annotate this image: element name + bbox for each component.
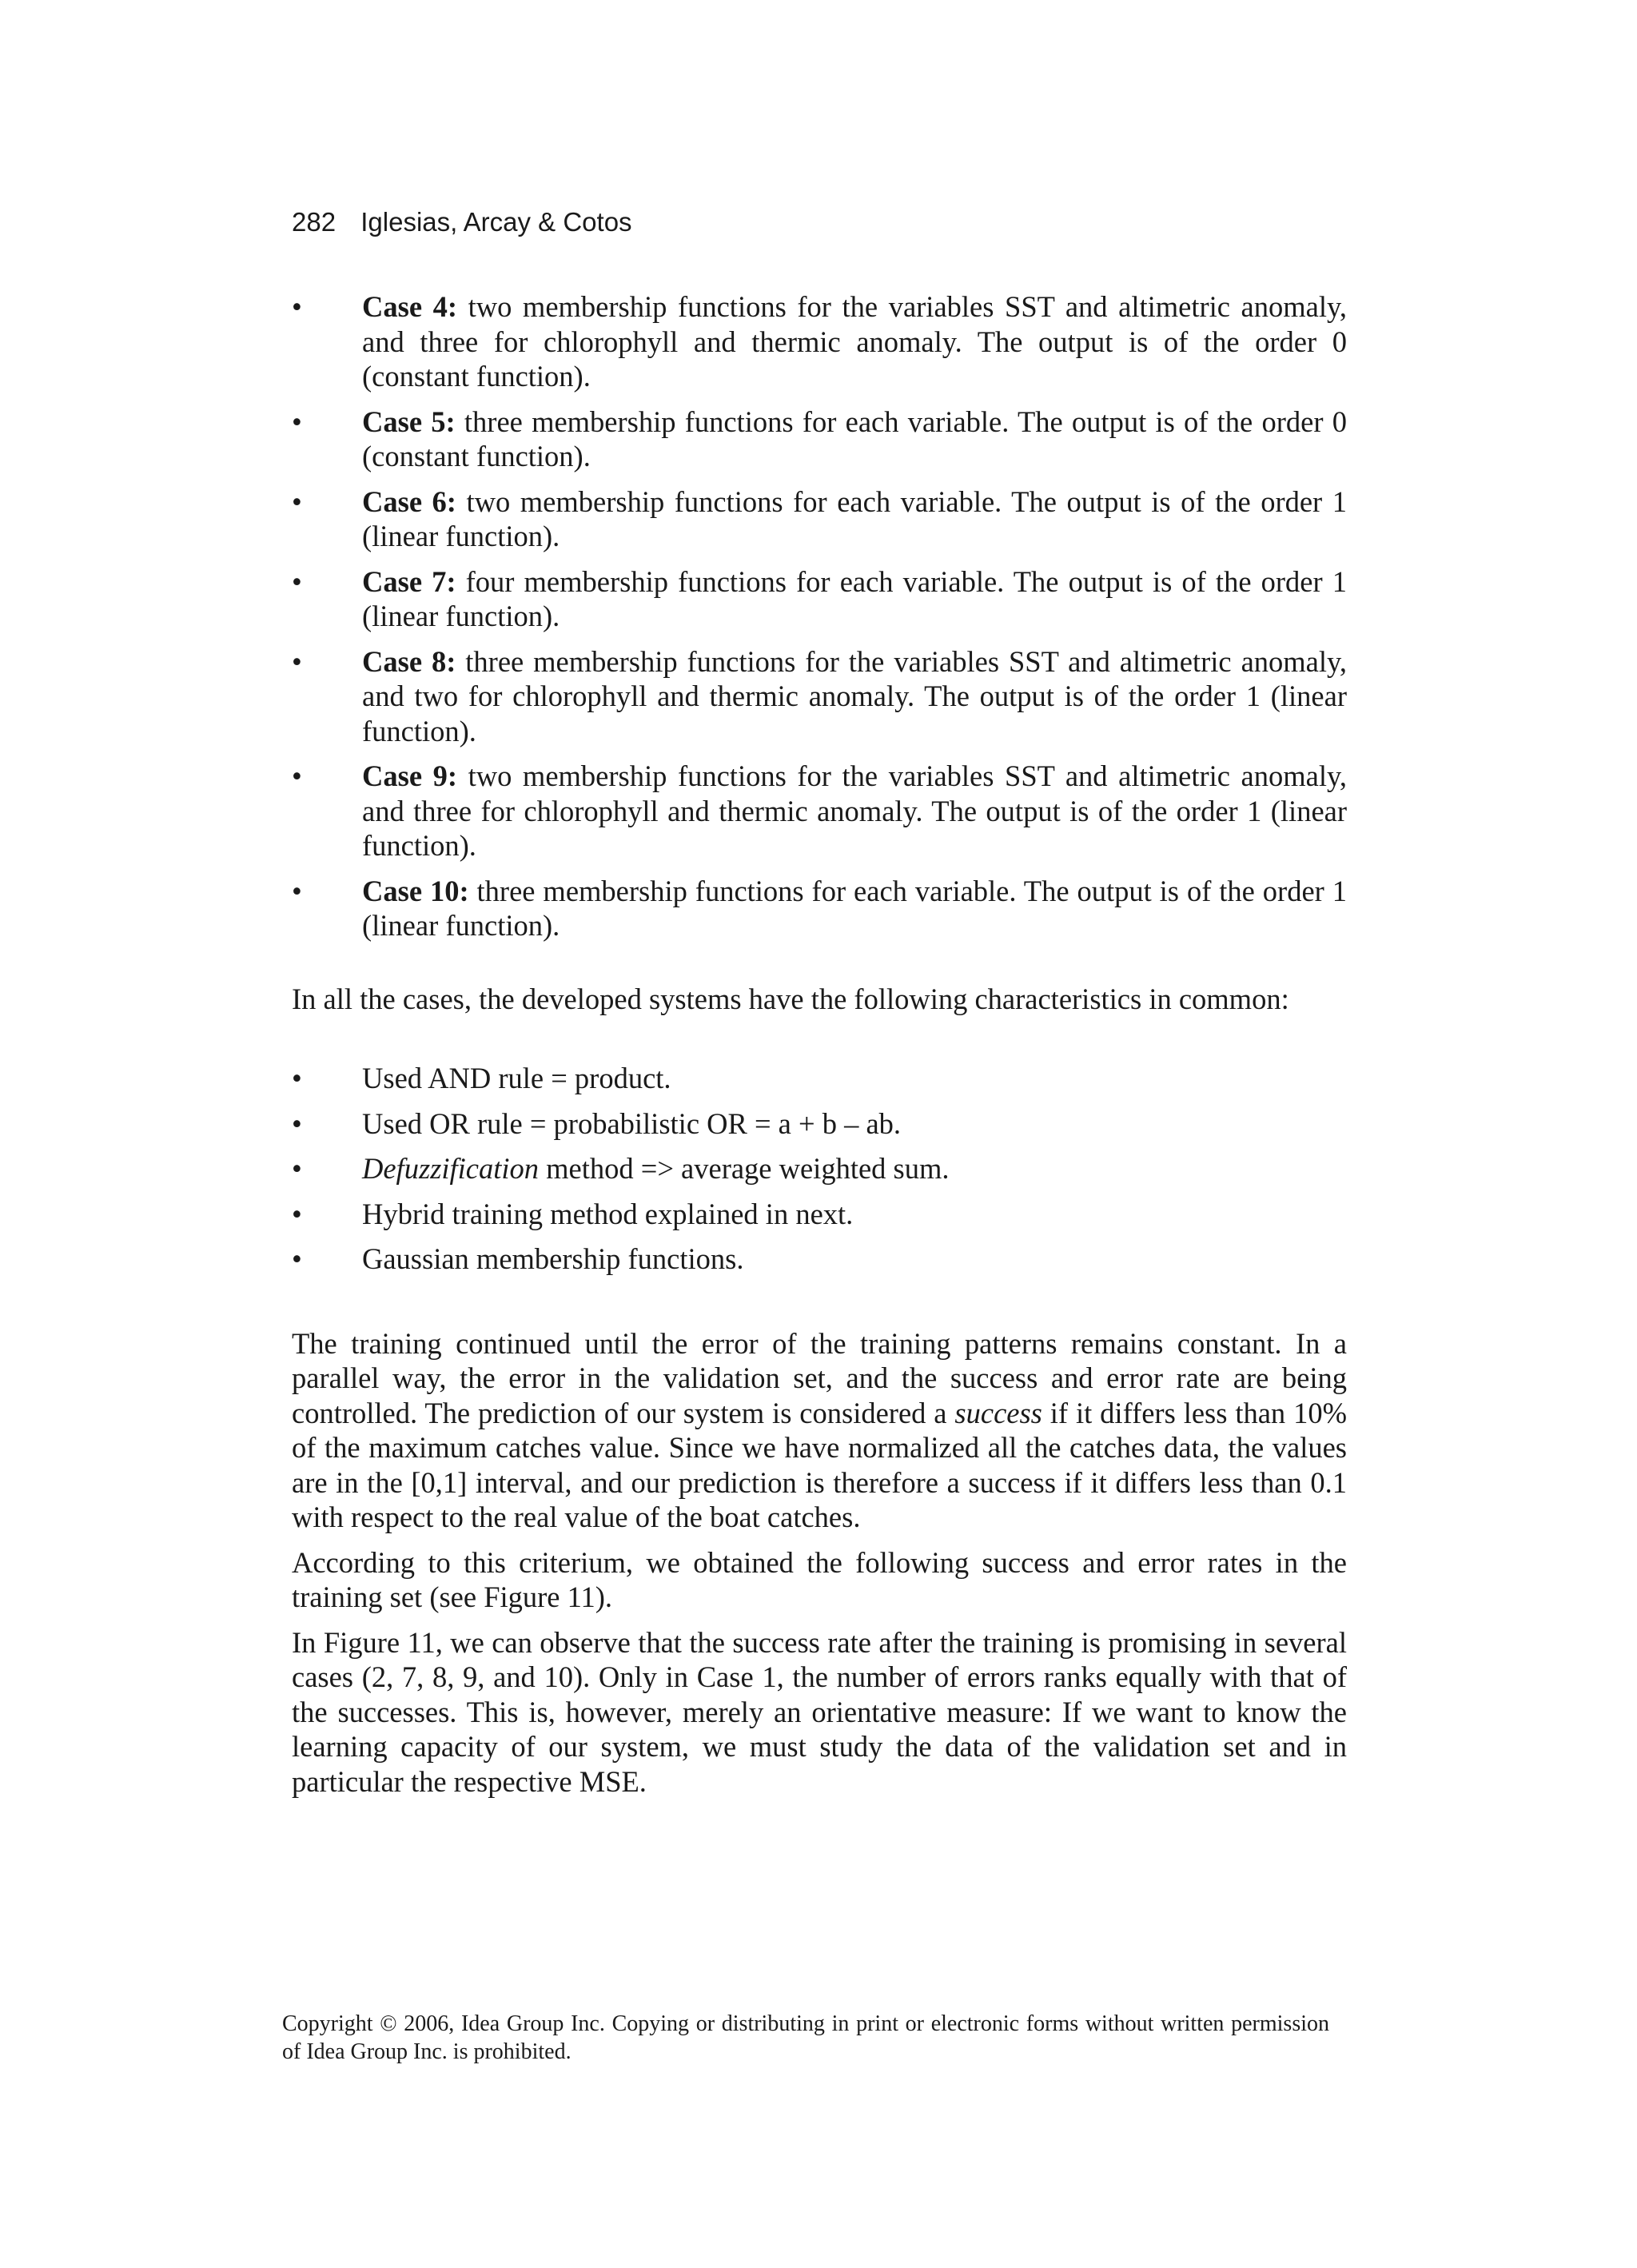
and-rule-text: Used AND rule = product. (362, 1062, 671, 1094)
intro-paragraph: In all the cases, the developed systems have the following characteristics in common: (292, 982, 1289, 1015)
training-paragraph (292, 1326, 1347, 1535)
bullet-icon: • (292, 1106, 302, 1140)
list-item-and-rule (292, 1061, 1347, 1096)
case-text: two membership functions for the variables SST and altimetric anomaly, and three for chlorophyll and thermic anomaly. The output is of the order 1 (linear function). (362, 759, 1347, 862)
criterium-paragraph: According to this criterium, we obtained the following success and error rates in the training set (see Figure 11). (292, 1545, 1347, 1613)
list-item-gaussian (292, 1242, 1347, 1277)
case-text: three membership functions for the variables SST and altimetric anomaly, and two for chlorophyll and thermic anomaly. The output is of the order 1 (linear function). (362, 644, 1348, 747)
bullet-icon: • (292, 484, 302, 518)
list-item-case-6 (292, 484, 1347, 554)
case-text: four membership functions for each variable. The output is of the order 1 (linear function). (362, 564, 1347, 632)
bullet-icon: • (292, 1242, 302, 1275)
list-item-or-rule (292, 1106, 1347, 1142)
case-label: Case 5: (362, 405, 456, 438)
running-header (292, 206, 632, 238)
list-item-training (292, 1197, 1347, 1232)
list-item-case-4 (292, 289, 1347, 394)
figure-11-paragraph: In Figure 11, we can observe that the success rate after the training is promising in several cases (2, 7, 8, 9, and 10). Only in Case 1, the number of errors ranks equally with that of the successes. This is, however, merely an orientative measure: If we want to know the learning capacity of our system, we must study the data of the validation set and in particular the respective MSE. (292, 1625, 1347, 1798)
bullet-icon: • (292, 405, 302, 438)
gaussian-text: Gaussian membership functions. (362, 1242, 744, 1275)
case-label: Case 9: (362, 759, 458, 792)
page-body (292, 289, 1347, 1809)
case-text: three membership functions for each variable. The output is of the order 1 (linear function). (362, 874, 1348, 942)
list-item-case-8 (292, 644, 1347, 749)
bullet-icon: • (292, 290, 302, 323)
bullet-icon: • (292, 759, 302, 792)
bullet-icon: • (292, 644, 302, 678)
case-text: three membership functions for each variable. The output is of the order 0 (constant function). (362, 405, 1347, 472)
bullet-icon: • (292, 564, 302, 598)
copyright-footer: Copyright © 2006, Idea Group Inc. Copying or distributing in print or electronic forms without written permission of Idea Group Inc. is prohibited. (282, 2011, 1329, 2064)
header-authors: Iglesias, Arcay & Cotos (360, 207, 632, 237)
case-label: Case 8: (362, 644, 456, 678)
bullet-icon: • (292, 1152, 302, 1185)
list-item-case-9 (292, 759, 1347, 863)
or-rule-text: Used OR rule = probabilistic OR = a + b – ab. (362, 1106, 902, 1140)
case-label: Case 10: (362, 874, 469, 907)
bullet-icon: • (292, 1062, 302, 1094)
training-paragraph-end: if it differs less than 10% of the maximum catches value. Since we have normalized all the catches data, the values are in the [0,1] interval, and our prediction is therefore a success if it differs less than 0.1 with respect to the real value of the boat catches. (292, 1396, 1347, 1533)
training-text: Hybrid training method explained in next. (362, 1197, 854, 1230)
case-list (292, 289, 1347, 943)
page-number: 282 (292, 207, 337, 237)
defuzzification-term: Defuzzification (362, 1152, 540, 1185)
list-item-case-10 (292, 874, 1347, 943)
success-term: success (954, 1396, 1042, 1429)
case-text: two membership functions for the variables SST and altimetric anomaly, and three for chlorophyll and thermic anomaly. The output is of the order 0 (constant function). (362, 290, 1347, 393)
case-text: two membership functions for each variable. The output is of the order 1 (linear function). (362, 484, 1348, 552)
bullet-icon: • (292, 1197, 302, 1230)
case-label: Case 7: (362, 564, 456, 598)
list-item-case-7 (292, 564, 1347, 634)
list-item-defuzzification (292, 1151, 1347, 1186)
case-label: Case 4: (362, 290, 458, 323)
defuzzification-text: method => average weighted sum. (539, 1152, 950, 1185)
case-label: Case 6: (362, 484, 456, 518)
list-item-case-5 (292, 405, 1347, 474)
characteristics-list (292, 1061, 1347, 1277)
bullet-icon: • (292, 874, 302, 907)
training-paragraph-start: The training continued until the error of the training patterns remains constant. In a parallel way, the error in the validation set, and the success and error rate are being controlled. The prediction of our system is considered a (292, 1326, 1347, 1429)
